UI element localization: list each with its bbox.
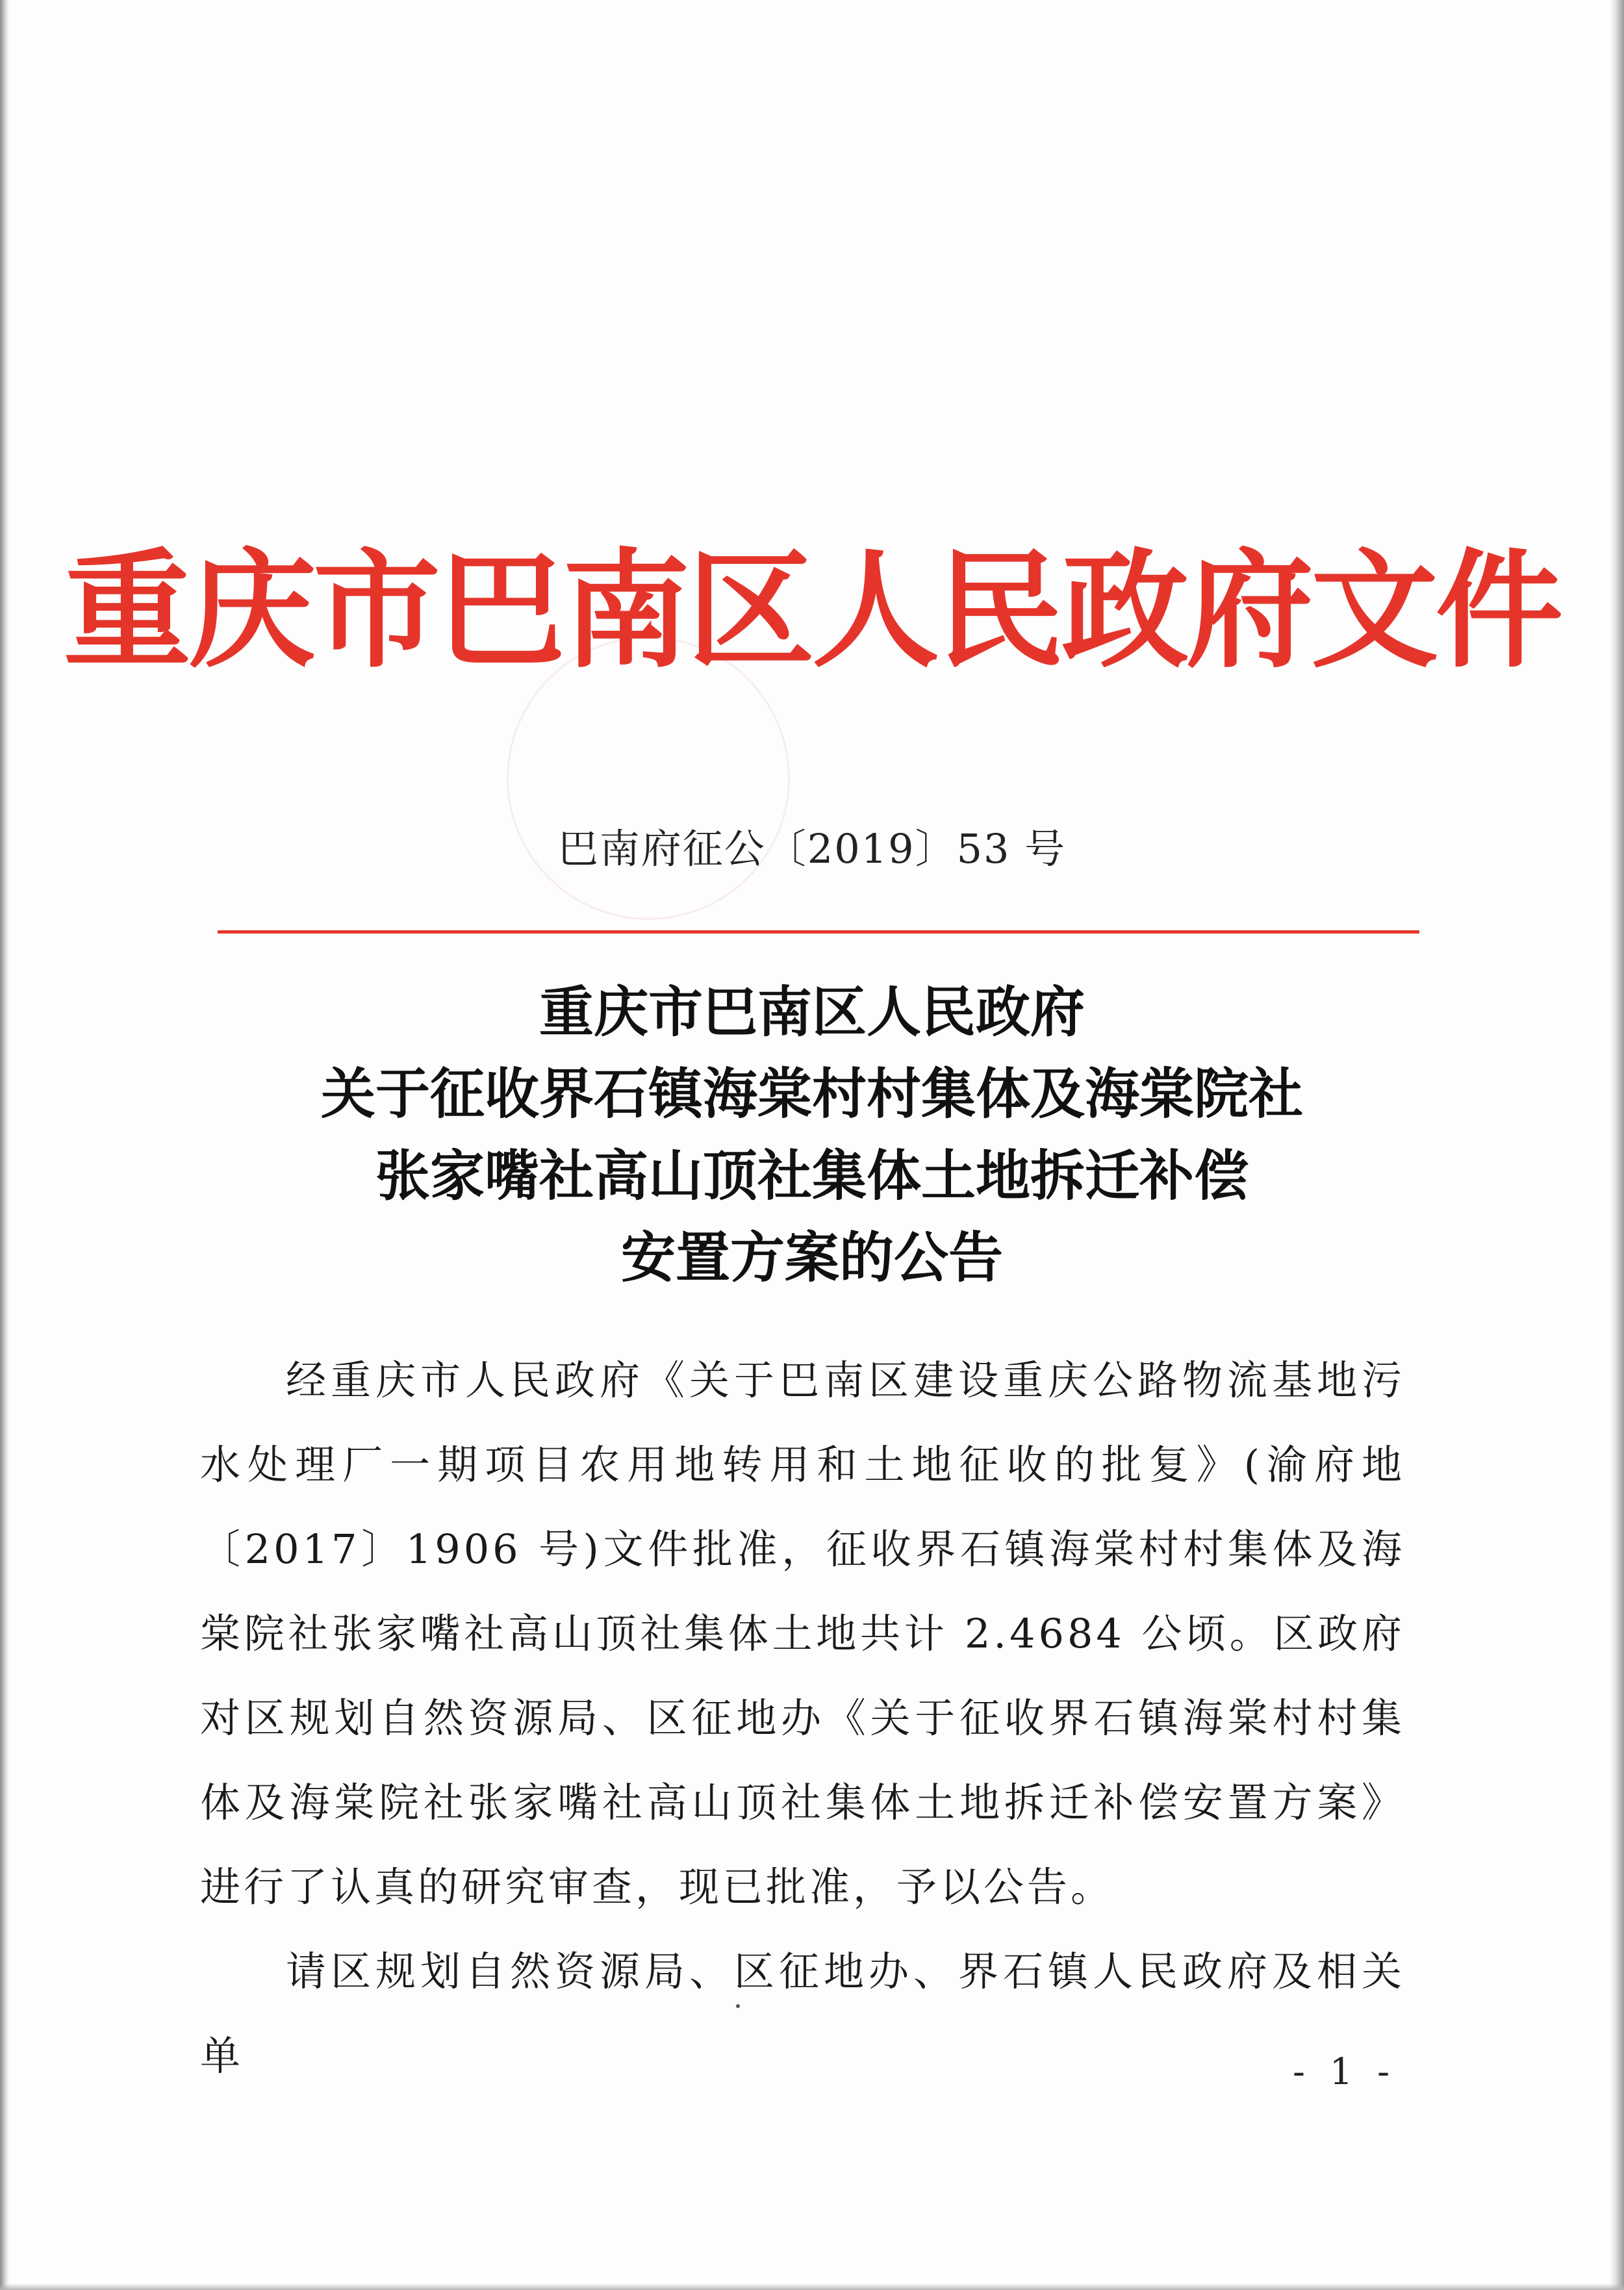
page-number: - 1 -: [1293, 2051, 1397, 2093]
body-paragraph-approval: 经重庆市人民政府《关于巴南区建设重庆公路物流基地污水处理厂一期项目农用地转用和土地征收的批复》(渝府地〔2017〕1906 号)文件批准，征收界石镇海棠村村集体及海棠院社张家嘴社高山顶社集体土地共计 2.4684 公顷。区政府对区规划自然资源局、区征地办《关于征收界石镇海棠村村集体及海棠院社张家嘴社高山顶社集体土地拆迁补偿安置方案》进行了认真的研究审查，现已批准，予以公告。: [200, 1356, 1405, 1911]
announcement-body: [200, 1338, 1405, 2098]
title-line-subject-2: 张家嘴社高山顶社集体土地拆迁补偿: [375, 1144, 1249, 1208]
title-line-subject-3: 安置方案的公告: [620, 1226, 1003, 1290]
red-masthead-title: 重庆市巴南区人民政府文件: [63, 536, 1560, 685]
red-separator-line: [218, 930, 1419, 934]
document-number: 巴南府征公〔2019〕53 号: [557, 825, 1067, 872]
announcement-title: [0, 971, 1624, 1299]
title-line-subject-1: 关于征收界石镇海棠村村集体及海棠院社: [320, 1062, 1303, 1126]
stray-dot-mark: [736, 2004, 740, 2008]
title-line-issuer: 重庆市巴南区人民政府: [539, 980, 1085, 1044]
scan-shadow-bottom: [0, 2284, 1624, 2290]
body-paragraph-request: 请区规划自然资源局、区征地办、界石镇人民政府及相关单: [200, 1948, 1405, 2080]
